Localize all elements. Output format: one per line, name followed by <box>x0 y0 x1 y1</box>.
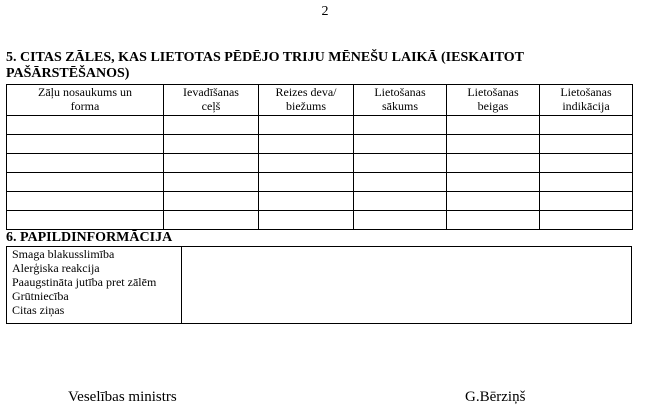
table-row <box>7 154 633 173</box>
additional-info-labels <box>7 247 182 323</box>
table-cell[interactable] <box>7 154 164 173</box>
table-cell[interactable] <box>447 192 540 211</box>
table-cell[interactable] <box>354 135 447 154</box>
column-header-route: Ievadīšanas ceļš <box>164 85 259 116</box>
table-cell[interactable] <box>447 211 540 230</box>
table-cell[interactable] <box>164 192 259 211</box>
table-cell[interactable] <box>7 211 164 230</box>
table-cell[interactable] <box>7 192 164 211</box>
table-cell[interactable] <box>259 173 354 192</box>
table-cell[interactable] <box>540 135 633 154</box>
table-cell[interactable] <box>447 135 540 154</box>
section-5-title <box>6 50 646 82</box>
additional-info-field[interactable] <box>182 247 631 323</box>
info-label-drug-hypersensitivity: Paaugstināta jutība pret zālēm <box>12 275 157 289</box>
table-row <box>7 211 633 230</box>
signatory-title: Veselības ministrs <box>68 389 177 405</box>
info-label-allergic-reaction: Alerģiska reakcija <box>12 261 100 275</box>
section-5-title-line-2: PAŠĀRSTĒŠANOS) <box>6 66 130 81</box>
table-cell[interactable] <box>164 116 259 135</box>
other-medicines-table <box>6 84 633 230</box>
table-cell[interactable] <box>7 116 164 135</box>
column-header-start: Lietošanas sākums <box>354 85 447 116</box>
table-row <box>7 135 633 154</box>
table-cell[interactable] <box>447 154 540 173</box>
section-5-title-line-1: 5. CITAS ZĀLES, KAS LIETOTAS PĒDĒJO TRIJU MĒNEŠU LAIKĀ (IESKAITOT <box>6 50 525 65</box>
table-cell[interactable] <box>7 173 164 192</box>
info-label-pregnancy: Grūtniecība <box>12 289 69 303</box>
table-cell[interactable] <box>259 192 354 211</box>
table-cell[interactable] <box>259 116 354 135</box>
table-cell[interactable] <box>354 173 447 192</box>
table-cell[interactable] <box>540 173 633 192</box>
table-cell[interactable] <box>447 173 540 192</box>
table-cell[interactable] <box>259 135 354 154</box>
table-cell[interactable] <box>164 154 259 173</box>
page-number: 2 <box>321 4 329 19</box>
table-row <box>7 173 633 192</box>
table-cell[interactable] <box>540 192 633 211</box>
info-label-severe-comorbidity: Smaga blakusslimība <box>12 247 115 261</box>
table-cell[interactable] <box>447 116 540 135</box>
table-row <box>7 192 633 211</box>
table-cell[interactable] <box>259 154 354 173</box>
table-cell[interactable] <box>540 154 633 173</box>
table-cell[interactable] <box>164 135 259 154</box>
column-header-indication: Lietošanas indikācija <box>540 85 633 116</box>
table-cell[interactable] <box>7 135 164 154</box>
table-cell[interactable] <box>354 154 447 173</box>
table-cell[interactable] <box>540 211 633 230</box>
table-cell[interactable] <box>259 211 354 230</box>
table-header-row <box>7 85 633 116</box>
table-cell[interactable] <box>164 173 259 192</box>
column-header-medicine-name: Zāļu nosaukums un forma <box>7 85 164 116</box>
table-cell[interactable] <box>354 192 447 211</box>
table-cell[interactable] <box>164 211 259 230</box>
additional-info-box <box>6 246 632 324</box>
table-cell[interactable] <box>354 116 447 135</box>
table-cell[interactable] <box>540 116 633 135</box>
info-label-other-notes: Citas ziņas <box>12 303 65 317</box>
section-6-title: 6. PAPILDINFORMĀCIJA <box>6 230 173 245</box>
table-row <box>7 116 633 135</box>
column-header-dose: Reizes deva/ biežums <box>259 85 354 116</box>
column-header-end: Lietošanas beigas <box>447 85 540 116</box>
signatory-name: G.Bērziņš <box>465 389 526 405</box>
table-cell[interactable] <box>354 211 447 230</box>
